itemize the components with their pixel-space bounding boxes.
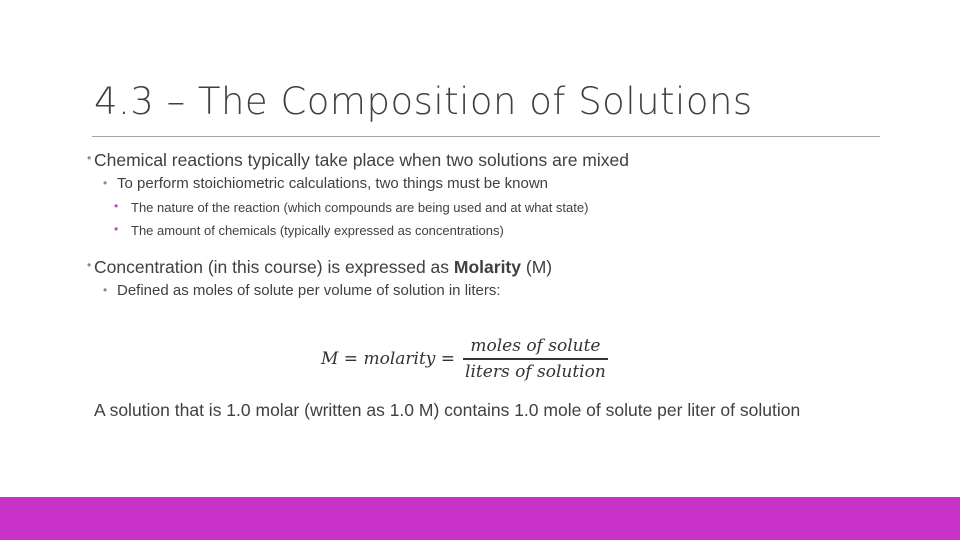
bullet-level2 [87, 172, 877, 196]
bullet-list [87, 148, 877, 303]
bullet-text-suffix: (M) [521, 257, 553, 277]
bullet-level1 [87, 255, 877, 279]
bullet-level3 [87, 219, 877, 242]
definition-paragraph: A solution that is 1.0 molar (written as 1.0 M) contains 1.0 mole of solute per liter of solution [94, 400, 801, 420]
bullet-level1 [87, 148, 877, 172]
bullet-text: Defined as moles of solute per volume of solution in liters: [117, 282, 501, 299]
molarity-formula [321, 331, 608, 387]
bullet-text-bold: Molarity [453, 257, 521, 277]
bullet-icon: • [114, 222, 119, 236]
bullet-icon: • [114, 199, 119, 213]
formula-denominator: liters of solution [465, 361, 606, 382]
bullet-level2 [87, 279, 877, 303]
formula-lhs: M = molarity = [321, 349, 456, 369]
formula-fraction [463, 336, 608, 381]
bullet-text: The nature of the reaction (which compounds are being used and at what state) [131, 200, 589, 215]
bullet-icon: • [103, 283, 108, 297]
bullet-icon: • [103, 176, 108, 190]
title-divider [92, 136, 880, 137]
footer-accent-bar [0, 497, 960, 540]
bullet-text: To perform stoichiometric calculations, two things must be known [117, 175, 549, 192]
bullet-text: The amount of chemicals (typically expressed as concentrations) [131, 223, 504, 238]
bullet-icon: • [87, 151, 92, 165]
bullet-level3 [87, 196, 877, 219]
formula-numerator: moles of solute [470, 336, 601, 357]
bullet-icon: • [87, 258, 92, 272]
bullet-text-prefix: Concentration (in this course) is expressed as [94, 257, 454, 277]
slide-title: 4.3 – The Composition of Solutions [94, 80, 753, 123]
bullet-text: Chemical reactions typically take place when two solutions are mixed [94, 150, 629, 170]
